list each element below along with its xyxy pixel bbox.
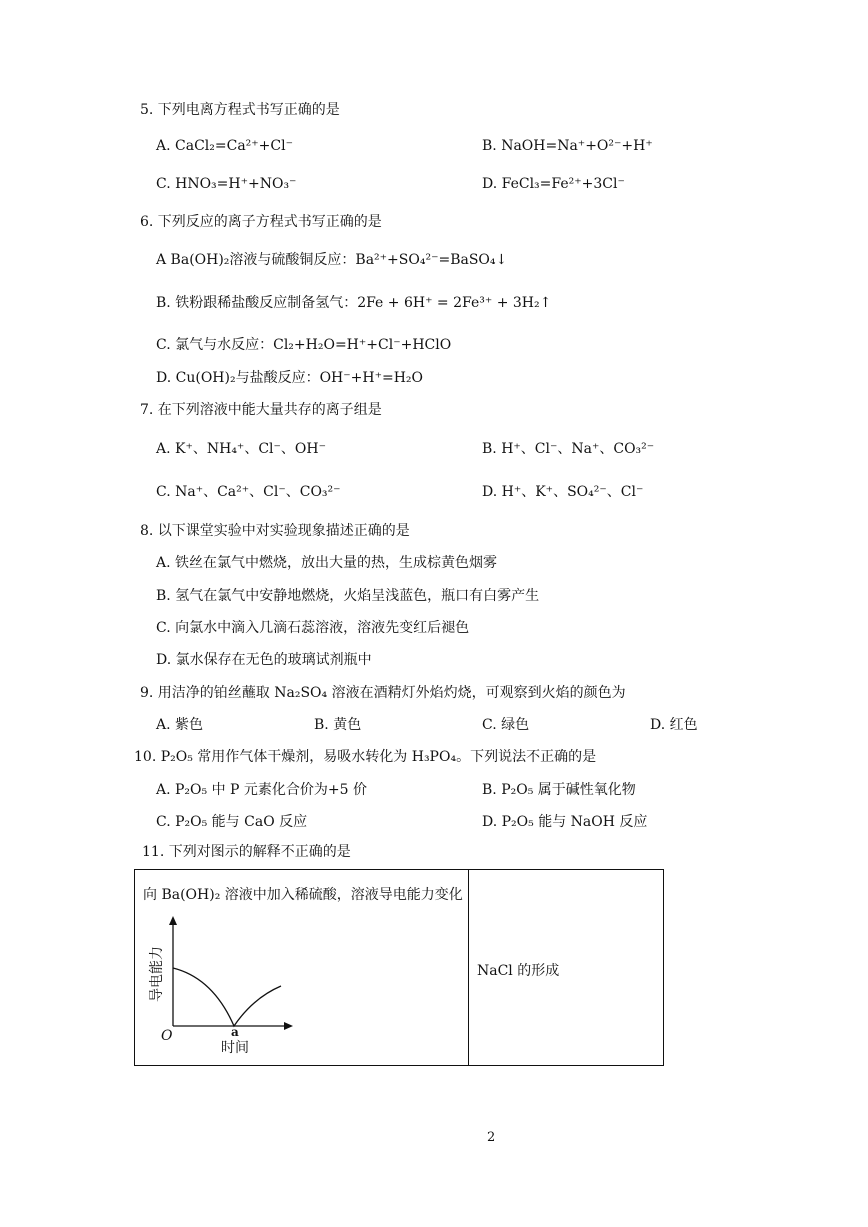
q11-stem: 11. 下列对图示的解释不正确的是 bbox=[142, 844, 351, 860]
q6-option-b: B. 铁粉跟稀盐酸反应制备氢气：2Fe + 6H⁺ = 2Fe³⁺ + 3H₂↑ bbox=[156, 295, 552, 311]
q10-option-c: C. P₂O₅ 能与 CaO 反应 bbox=[156, 814, 308, 830]
conductivity-graph bbox=[135, 870, 468, 1065]
q7-option-b: B. H⁺、Cl⁻、Na⁺、CO₃²⁻ bbox=[482, 441, 655, 457]
q10-option-d: D. P₂O₅ 能与 NaOH 反应 bbox=[482, 814, 648, 830]
point-a-label: a bbox=[231, 1025, 239, 1039]
page-number: 2 bbox=[487, 1130, 496, 1145]
q5-option-b: B. NaOH=Na⁺+O²⁻+H⁺ bbox=[482, 138, 653, 154]
table-divider bbox=[468, 870, 469, 1065]
conductivity-curve bbox=[173, 968, 281, 1026]
y-axis-arrow bbox=[169, 916, 177, 925]
y-axis-label: 导电能力 bbox=[149, 946, 165, 1002]
q8-option-c: C. 向氯水中滴入几滴石蕊溶液，溶液先变红后褪色 bbox=[156, 620, 470, 636]
q11-figure-table bbox=[134, 869, 664, 1066]
q8-option-b: B. 氢气在氯气中安静地燃烧，火焰呈浅蓝色，瓶口有白雾产生 bbox=[156, 588, 540, 604]
q6-stem: 6. 下列反应的离子方程式书写正确的是 bbox=[140, 214, 382, 230]
q9-option-b: B. 黄色 bbox=[314, 717, 362, 733]
q9-option-d: D. 红色 bbox=[650, 717, 698, 733]
q8-stem: 8. 以下课堂实验中对实验现象描述正确的是 bbox=[140, 523, 410, 539]
q6-option-d: D. Cu(OH)₂与盐酸反应：OH⁻+H⁺=H₂O bbox=[156, 370, 424, 386]
q10-stem: 10. P₂O₅ 常用作气体干燥剂，易吸水转化为 H₃PO₄。下列说法不正确的是 bbox=[134, 749, 597, 765]
q10-option-a: A. P₂O₅ 中 P 元素化合价为+5 价 bbox=[156, 782, 367, 798]
q10-option-b: B. P₂O₅ 属于碱性氧化物 bbox=[482, 782, 636, 798]
q6-option-a: A Ba(OH)₂溶液与硫酸铜反应：Ba²⁺+SO₄²⁻=BaSO₄↓ bbox=[156, 252, 508, 268]
q7-option-d: D. H⁺、K⁺、SO₄²⁻、Cl⁻ bbox=[482, 484, 644, 500]
q9-option-c: C. 绿色 bbox=[482, 717, 530, 733]
q7-option-c: C. Na⁺、Ca²⁺、Cl⁻、CO₃²⁻ bbox=[156, 484, 341, 500]
q5-option-d: D. FeCl₃=Fe²⁺+3Cl⁻ bbox=[482, 176, 625, 192]
q5-option-c: C. HNO₃=H⁺+NO₃⁻ bbox=[156, 176, 297, 192]
q9-option-a: A. 紫色 bbox=[156, 717, 204, 733]
right-cell-text: NaCl 的形成 bbox=[477, 963, 560, 979]
figure-title: 向 Ba(OH)₂ 溶液中加入稀硫酸，溶液导电能力变化 bbox=[143, 887, 463, 903]
x-axis-label: 时间 bbox=[221, 1040, 249, 1056]
q8-option-a: A. 铁丝在氯气中燃烧，放出大量的热，生成棕黄色烟雾 bbox=[156, 555, 498, 571]
q5-stem: 5. 下列电离方程式书写正确的是 bbox=[140, 102, 340, 118]
q8-option-d: D. 氯水保存在无色的玻璃试剂瓶中 bbox=[156, 652, 372, 668]
q7-stem: 7. 在下列溶液中能大量共存的离子组是 bbox=[140, 402, 382, 418]
q9-stem: 9. 用洁净的铂丝蘸取 Na₂SO₄ 溶液在酒精灯外焰灼烧，可观察到火焰的颜色为 bbox=[140, 685, 626, 701]
q6-option-c: C. 氯气与水反应：Cl₂+H₂O=H⁺+Cl⁻+HClO bbox=[156, 337, 452, 353]
q5-option-a: A. CaCl₂=Ca²⁺+Cl⁻ bbox=[156, 138, 293, 154]
x-axis-arrow bbox=[284, 1022, 293, 1030]
q7-option-a: A. K⁺、NH₄⁺、Cl⁻、OH⁻ bbox=[156, 441, 326, 457]
origin-label: O bbox=[161, 1028, 173, 1044]
